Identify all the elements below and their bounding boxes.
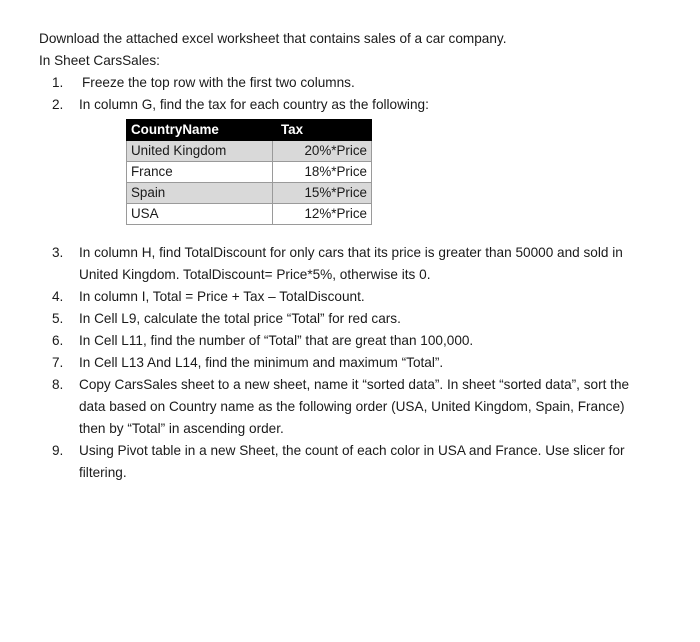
list-item-text: In column H, find TotalDiscount for only cars that its price is greater than 50000 and sold in [79,245,623,260]
list-item-text: filtering. [79,465,127,480]
table-header-row [127,120,372,141]
intro-line: Download the attached excel worksheet that contains sales of a car company. [39,31,507,46]
table-row [127,141,372,162]
list-item-number: 5. [52,311,64,326]
country-cell: Spain [127,183,273,204]
country-cell: USA [127,204,273,225]
list-item-number: 4. [52,289,64,304]
tax-cell: 12%*Price [273,204,372,225]
list-item-text: In column I, Total = Price + Tax – TotalDiscount. [79,289,365,304]
list-item-text: Using Pivot table in a new Sheet, the count of each color in USA and France. Use slicer for [79,443,625,458]
list-item-number: 1. [52,75,64,90]
table-row [127,204,372,225]
list-item-text: In Cell L9, calculate the total price “Total” for red cars. [79,311,401,326]
list-item-number: 8. [52,377,64,392]
list-item-text: Freeze the top row with the first two columns. [82,75,355,90]
list-item-number: 6. [52,333,64,348]
list-item-text: United Kingdom. TotalDiscount= Price*5%, otherwise its 0. [79,267,431,282]
tax-cell: 20%*Price [273,141,372,162]
list-item-text: Copy CarsSales sheet to a new sheet, name it “sorted data”. In sheet “sorted data”, sort the [79,377,630,392]
list-item-number: 7. [52,355,64,370]
table-row [127,183,372,204]
list-item-number: 9. [52,443,64,458]
tax-table [126,119,372,225]
tax-cell: 18%*Price [273,162,372,183]
column-header-country: CountryName [127,120,273,141]
country-cell: France [127,162,273,183]
list-item-number: 2. [52,97,64,112]
list-item-text: In Cell L13 And L14, find the minimum and maximum “Total”. [79,355,444,370]
list-item-text: In Cell L11, find the number of “Total” that are great than 100,000. [79,333,474,348]
tax-cell: 15%*Price [273,183,372,204]
country-cell: United Kingdom [127,141,273,162]
column-header-tax: Tax [273,120,372,141]
table-row [127,162,372,183]
list-item-text: data based on Country name as the following order (USA, United Kingdom, Spain, France) [79,399,625,414]
list-item-text: In column G, find the tax for each country as the following: [79,97,429,112]
sheet-heading: In Sheet CarsSales: [39,53,160,68]
list-item-text: then by “Total” in ascending order. [79,421,284,436]
list-item-number: 3. [52,245,64,260]
